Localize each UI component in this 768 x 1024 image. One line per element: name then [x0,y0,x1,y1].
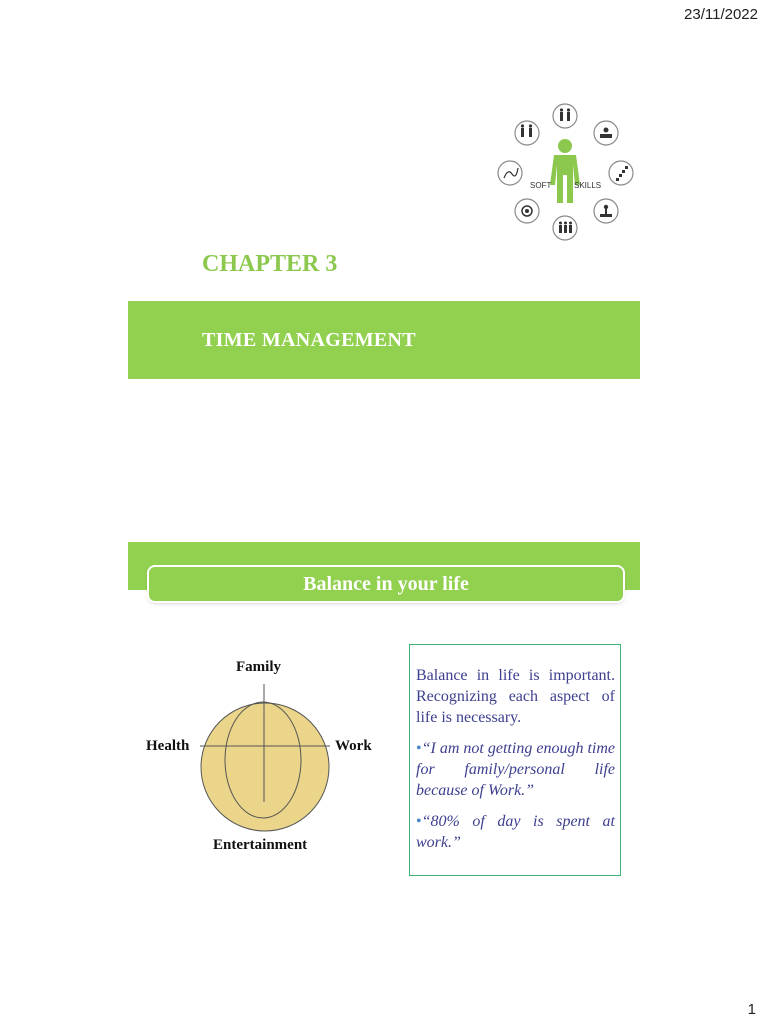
date-stamp: 23/11/2022 [684,6,758,23]
label-entertainment: Entertainment [213,837,308,853]
balance-diagram [140,650,390,870]
balance-paragraph: Balance in life is important. Recognizing each aspect of life is necessary. [416,667,615,726]
quote-text: “I am not getting enough time for family/personal life because of Work.” [416,740,615,799]
quote-item [416,811,615,853]
bullet-marker: • [416,813,422,830]
bullet-marker: • [416,740,422,757]
label-health: Health [146,738,190,754]
page-number: 1 [747,1001,756,1018]
label-work: Work [335,738,372,754]
chapter-heading: CHAPTER 3 [202,251,338,277]
soft-skills-icon [494,100,640,246]
quote-item [416,738,615,801]
logo-right-label: SKILLS [574,181,602,190]
slide-title: TIME MANAGEMENT [202,329,416,351]
quote-text: “80% of day is spent at work.” [416,813,615,851]
title-banner [128,301,640,379]
balance-textbox [409,644,621,876]
slide2-title: Balance in your life [149,567,623,601]
logo-left-label: SOFT [530,181,552,190]
label-family: Family [236,659,281,675]
